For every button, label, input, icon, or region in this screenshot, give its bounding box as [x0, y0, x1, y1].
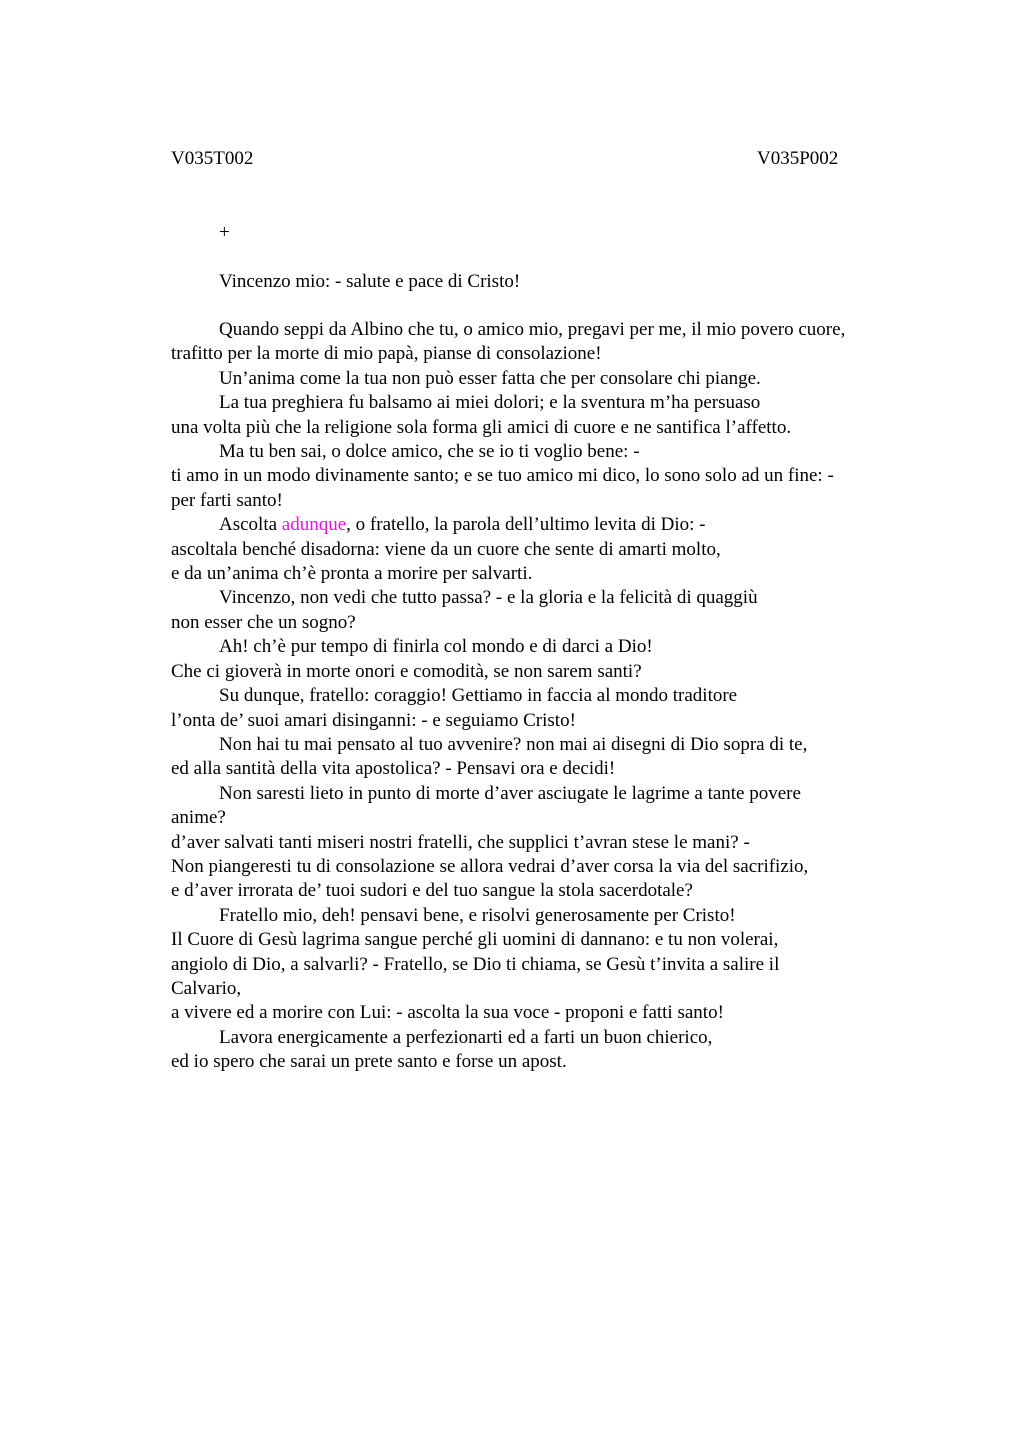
reference-code-right: V035P002	[757, 148, 839, 169]
cross-symbol: +	[219, 222, 230, 243]
paragraph-line: ti amo in un modo divinamente santo; e se tuo amico mi dico, lo sono solo ad un fine: -	[171, 465, 834, 487]
paragraph-line: Lavora energicamente a perfezionarti ed a farti un buon chierico,	[219, 1026, 713, 1048]
paragraph-line: e da un’anima ch’è pronta a morire per salvarti.	[171, 563, 533, 585]
paragraph-line-highlighted	[171, 513, 931, 537]
paragraph-line: anime?	[171, 807, 226, 829]
line-segment-before: Ascolta	[219, 514, 282, 536]
paragraph-line: Ma tu ben sai, o dolce amico, che se io ti voglio bene: -	[219, 441, 640, 463]
paragraph-line: Il Cuore di Gesù lagrima sangue perché gli uomini di dannano: e tu non volerai,	[171, 929, 779, 951]
paragraph-line: Quando seppi da Albino che tu, o amico mio, pregavi per me, il mio povero cuore,	[219, 319, 846, 340]
paragraph-line: l’onta de’ suoi amari disinganni: - e seguiamo Cristo!	[171, 709, 576, 731]
line-segment-after: , o fratello, la parola dell’ultimo levita di Dio: -	[346, 514, 706, 536]
letter-body	[171, 318, 931, 1075]
paragraph-line: una volta più che la religione sola forma gli amici di cuore e ne santifica l’affetto.	[171, 416, 792, 438]
reference-code-left: V035T002	[171, 148, 254, 169]
paragraph-line: ed alla santità della vita apostolica? - Pensavi ora e decidi!	[171, 758, 616, 780]
paragraph-line: Calvario,	[171, 977, 242, 999]
paragraph-line: Su dunque, fratello: coraggio! Gettiamo in faccia al mondo traditore	[219, 685, 738, 707]
salutation: Vincenzo mio: - salute e pace di Cristo!	[219, 271, 521, 292]
paragraph-line: ed io spero che sarai un prete santo e forse un apost.	[171, 1051, 567, 1073]
paragraph-line: a vivere ed a morire con Lui: - ascolta la sua voce - proponi e fatti santo!	[171, 1002, 724, 1024]
paragraph-line: Non saresti lieto in punto di morte d’aver asciugate le lagrime a tante povere	[219, 782, 801, 804]
paragraph-line: Non piangeresti tu di consolazione se allora vedrai d’aver corsa la via del sacrifizio,	[171, 855, 809, 877]
paragraph-line: e d’aver irrorata de’ tuoi sudori e del tuo sangue la stola sacerdotale?	[171, 880, 693, 902]
paragraph-line: per farti santo!	[171, 489, 283, 511]
paragraph-line: d’aver salvati tanti miseri nostri fratelli, che supplici t’avran stese le mani? -	[171, 831, 750, 853]
paragraph-line: Ah! ch’è pur tempo di finirla col mondo e di darci a Dio!	[219, 636, 653, 658]
paragraph-line: Non hai tu mai pensato al tuo avvenire? non mai ai disegni di Dio sopra di te,	[219, 733, 808, 755]
paragraph-line: Fratello mio, deh! pensavi bene, e risolvi generosamente per Cristo!	[219, 904, 736, 926]
highlighted-word: adunque	[281, 514, 347, 536]
paragraph-line: ascoltala benché disadorna: viene da un cuore che sente di amarti molto,	[171, 538, 721, 560]
paragraph-line: angiolo di Dio, a salvarli? - Fratello, se Dio ti chiama, se Gesù t’invita a salire il	[171, 953, 780, 975]
paragraph-line: Che ci gioverà in morte onori e comodità, se non sarem santi?	[171, 660, 642, 682]
paragraph-line: La tua preghiera fu balsamo ai miei dolori; e la sventura m’ha persuaso	[219, 392, 761, 414]
paragraph-line: trafitto per la morte di mio papà, pianse di consolazione!	[171, 343, 602, 365]
paragraph-line: Vincenzo, non vedi che tutto passa? - e la gloria e la felicità di quaggiù	[219, 587, 758, 609]
paragraph-line: Un’anima come la tua non può esser fatta che per consolare chi piange.	[219, 367, 761, 389]
paragraph-line: non esser che un sogno?	[171, 611, 356, 633]
